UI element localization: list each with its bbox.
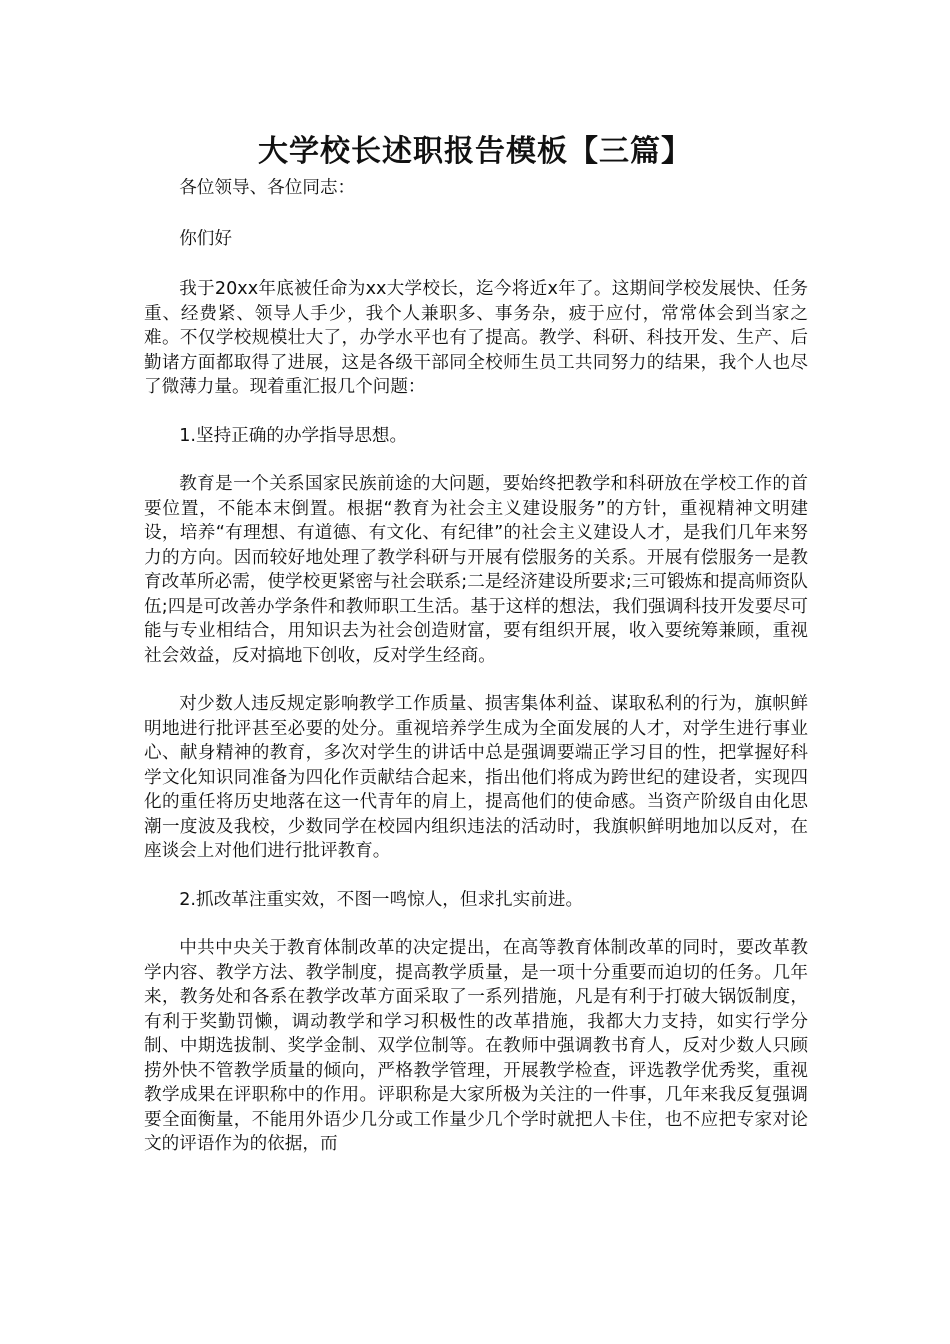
section-heading-2: 2.抓改革注重实效，不图一鸣惊人，但求扎实前进。 bbox=[179, 889, 584, 910]
section-heading-1: 1.坚持正确的办学指导思想。 bbox=[179, 425, 408, 446]
body-paragraph: 教育是一个关系国家民族前途的大问题，要始终把教学和科研放在学校工作的首要位置，不能本末倒置。根据“教育为社会主义建设服务”的方针，重视精神文明建设，培养“有理想、有道德、有文化、有纪律”的社会主义建设人才，是我们几年来努力的方向。因而较好地处理了教学科研与开展有偿服务的关系。开展有偿服务一是教育改革所必需，使学校更紧密与社会联系;二是经济建设所要求;三可锻炼和提高师资队伍;四是可改善办学条件和教师职工生活。基于这样的想法，我们强调科技开发要尽可能与专业相结合，用知识去为社会创造财富，要有组织开展，收入要统筹兼顾，重视社会效益，反对搞地下创收，反对学生经商。 bbox=[144, 474, 808, 666]
document-title: 大学校长述职报告模板【三篇】 bbox=[258, 134, 692, 169]
document-body bbox=[144, 176, 808, 1181]
body-paragraph: 中共中央关于教育体制改革的决定提出，在高等教育体制改革的同时，要改革教学内容、教学方法、教学制度，提高教学质量，是一项十分重要而迫切的任务。几年来，教务处和各系在教学改革方面采取了一系列措施，凡是有利于打破大锅饭制度，有利于奖勤罚懒，调动教学和学习积极性的改革措施，我都大力支持，如实行学分制、中期选拔制、奖学金制、双学位制等。在教师中强调教书育人，反对少数人只顾捞外快不管教学质量的倾向，严格教学管理，开展教学检查，评选教学优秀奖，重视教学成果在评职称中的作用。评职称是大家所极为关注的一件事，几年来我反复强调要全面衡量，不能用外语少几分或工作量少几个学时就把人卡住，也不应把专家对论文的评语作为的依据，而 bbox=[144, 938, 808, 1154]
greeting-paragraph: 你们好 bbox=[179, 228, 232, 249]
salutation-paragraph: 各位领导、各位同志： bbox=[179, 178, 356, 198]
body-paragraph: 对少数人违反规定影响教学工作质量、损害集体利益、谋取私利的行为，旗帜鲜明地进行批评甚至必要的处分。重视培养学生成为全面发展的人才，对学生进行事业心、献身精神的教育，多次对学生的讲话中总是强调要端正学习目的性，把掌握好科学文化知识同准备为四化作贡献结合起来，指出他们将成为跨世纪的建设者，实现四化的重任将历史地落在这一代青年的肩上，提高他们的使命感。当资产阶级自由化思潮一度波及我校，少数同学在校园内组织违法的活动时，我旗帜鲜明地加以反对，在座谈会上对他们进行批评教育。 bbox=[144, 694, 808, 861]
intro-paragraph: 我于20xx年底被任命为xx大学校长，迄今将近x年了。这期间学校发展快、任务重、经费紧、领导人手少，我个人兼职多、事务杂，疲于应付，常常体会到当家之难。不仅学校规模壮大了，办学水平也有了提高。教学、科研、科技开发、生产、后勤诸方面都取得了进展，这是各级干部同全校师生员工共同努力的结果，我个人也尽了微薄力量。现着重汇报几个问题： bbox=[144, 279, 808, 397]
